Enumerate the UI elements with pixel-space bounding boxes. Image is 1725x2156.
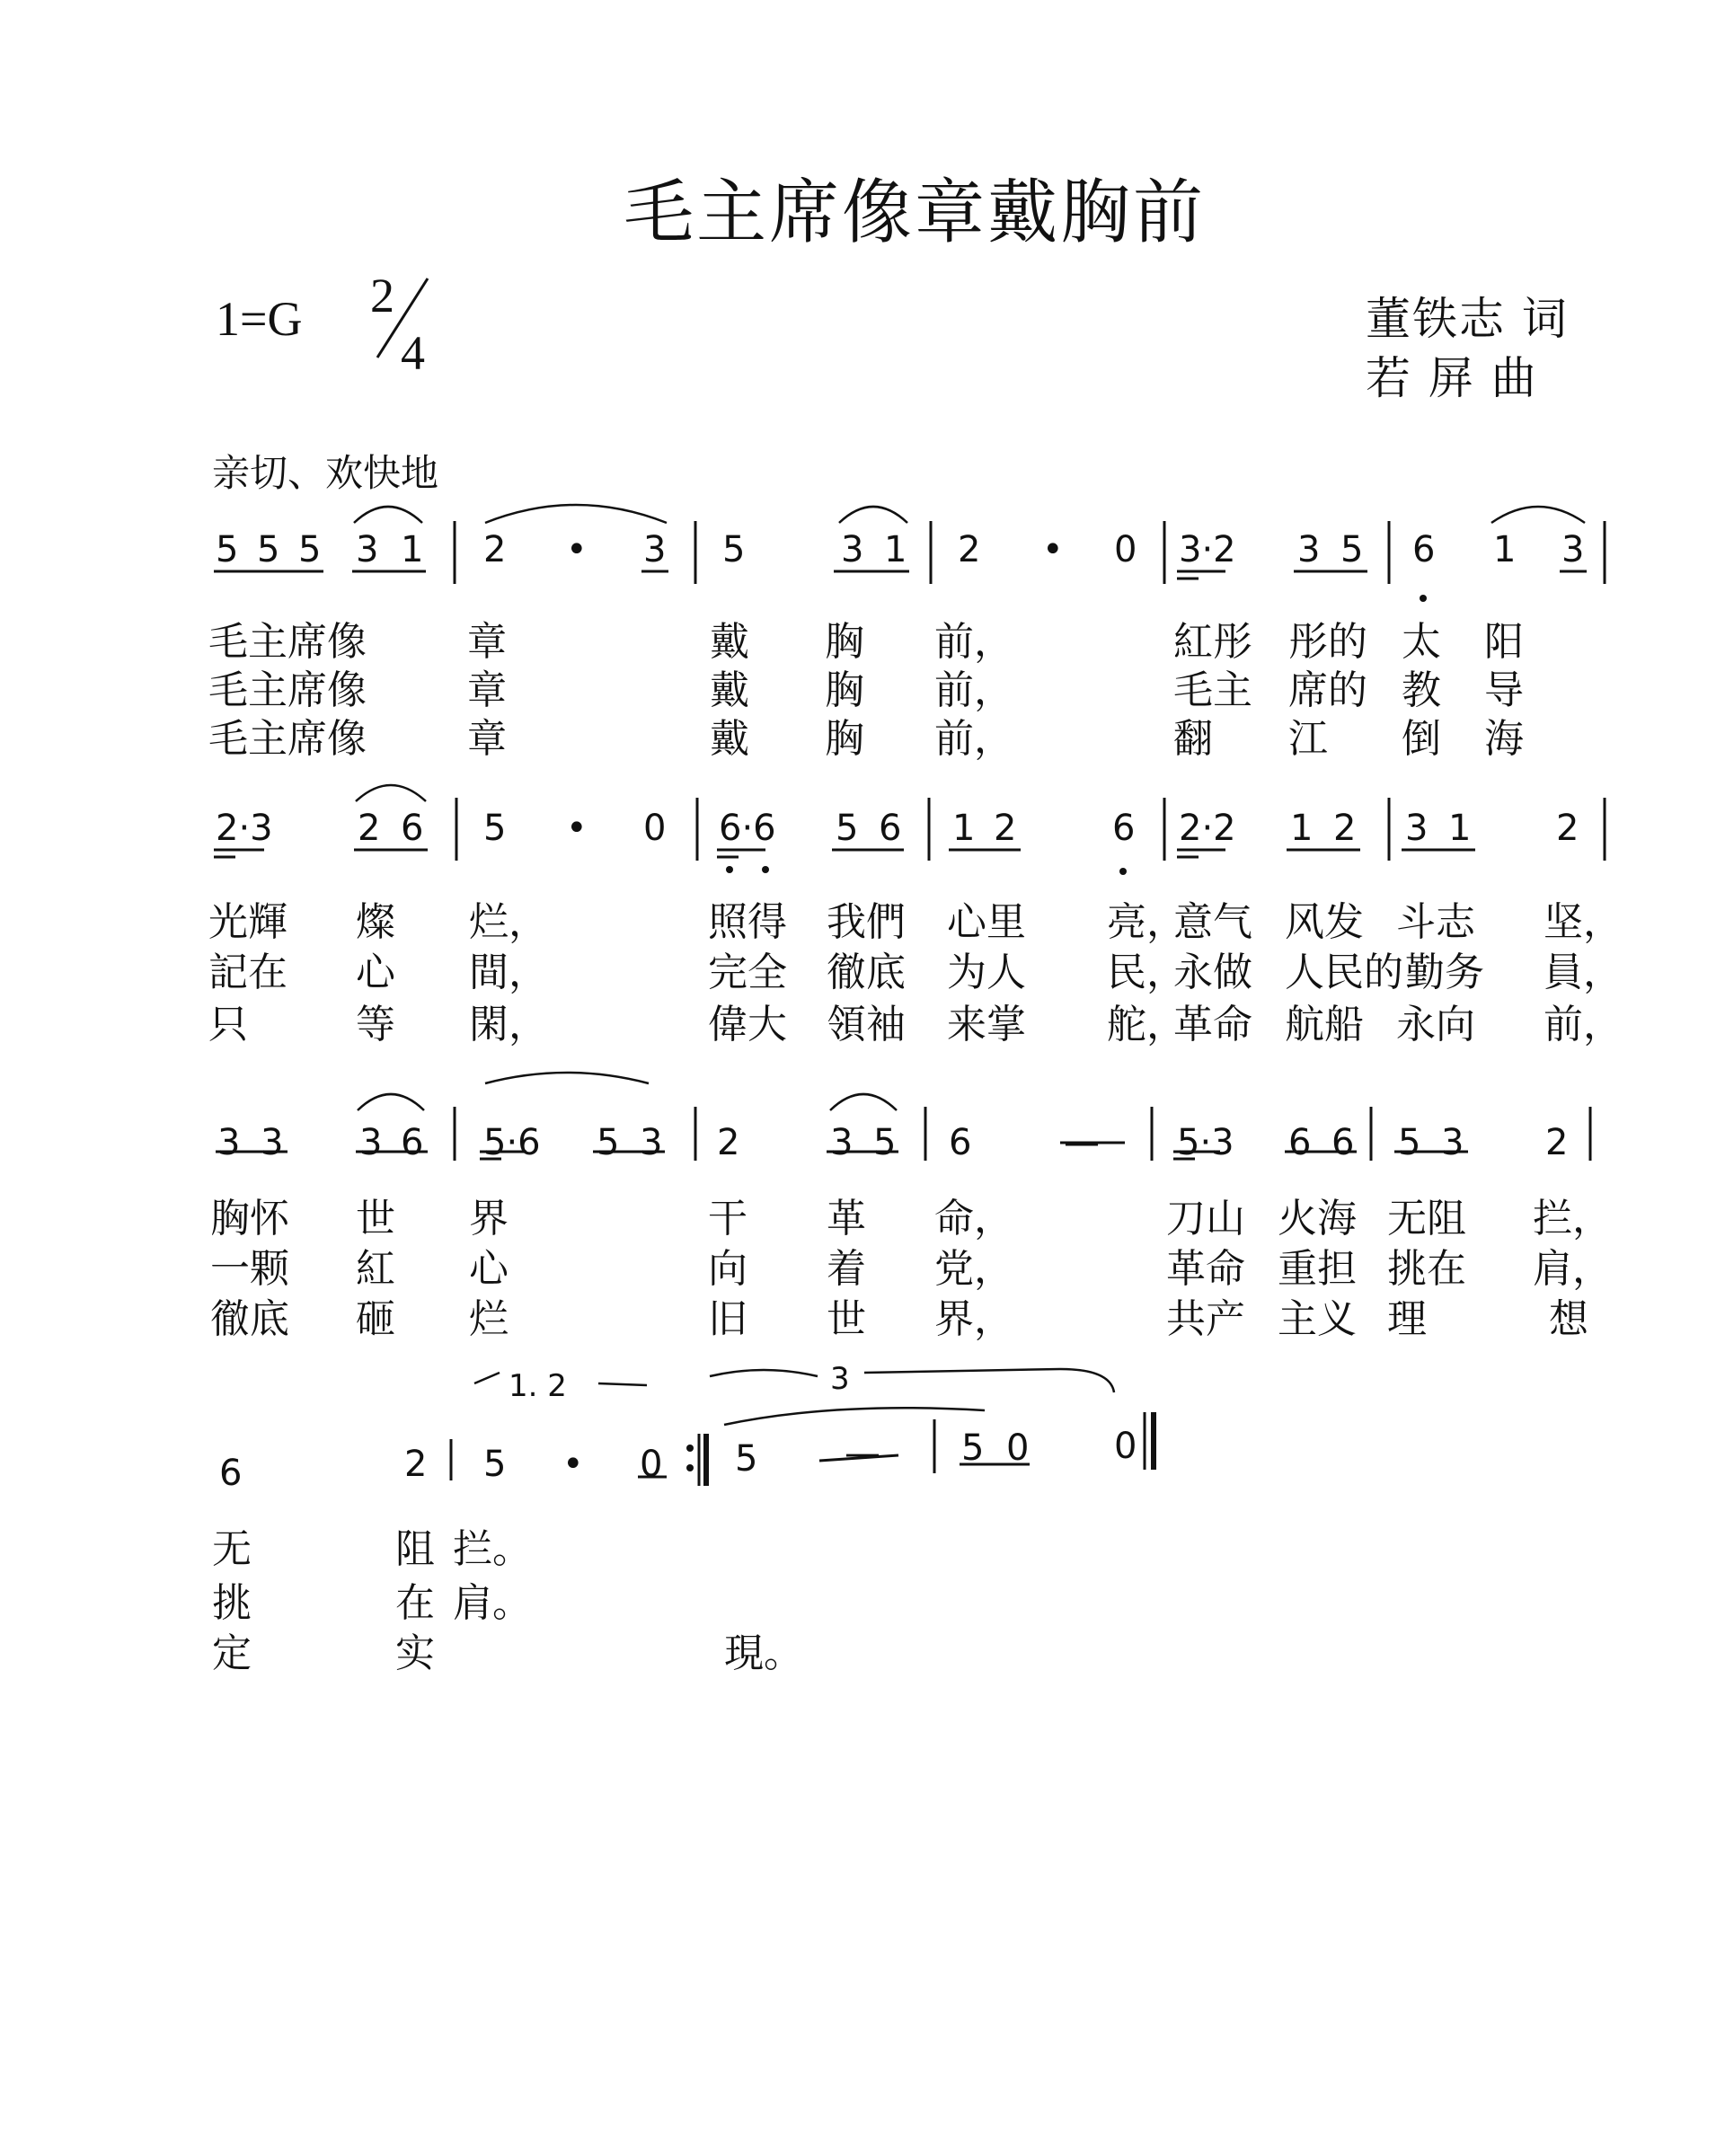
lyric: 干: [708, 1196, 748, 1241]
lyric: 共产: [1166, 1296, 1245, 1342]
note: 3: [356, 529, 379, 570]
lyric: 挑在: [1387, 1246, 1466, 1292]
note: 6: [219, 1453, 243, 1494]
note: •: [1042, 529, 1064, 570]
lyric: 章: [467, 619, 507, 665]
lyric: 前，: [1544, 1002, 1623, 1047]
time-signature-denominator: 4: [401, 326, 425, 380]
lyric: 章: [467, 667, 507, 713]
note: 3: [640, 1122, 663, 1163]
lyric: 定: [212, 1630, 252, 1676]
lyric: 挑: [212, 1580, 252, 1626]
lyric: 照得: [708, 899, 787, 945]
lyric: 戴: [710, 619, 749, 665]
lyric: 只: [208, 1002, 248, 1047]
lyric: 燦: [356, 899, 395, 945]
lyric: 胸: [825, 716, 864, 762]
lyric: 重担: [1278, 1246, 1357, 1292]
note: 6: [1288, 1122, 1312, 1163]
octave-dot: [1420, 595, 1427, 602]
lyric: 江: [1288, 716, 1328, 762]
note: 2: [958, 529, 981, 570]
lyric: 閑，: [469, 1002, 548, 1047]
slur: [839, 507, 907, 523]
lyric: 界: [469, 1196, 509, 1241]
lyric: 世: [356, 1196, 395, 1241]
system-3-verse-2: [0, 1236, 1725, 1292]
lyric: 戴: [710, 716, 749, 762]
lyric: 阻: [395, 1526, 435, 1572]
lyric: 間，: [469, 950, 548, 995]
note: 0: [1006, 1427, 1030, 1469]
lyric: 教: [1402, 667, 1441, 713]
lyric: 风发: [1285, 899, 1364, 945]
lyric: 翻: [1173, 716, 1213, 762]
lyric: 坚，: [1544, 899, 1623, 945]
note: •: [566, 529, 588, 570]
lyric: 主义: [1278, 1296, 1357, 1342]
note: 6: [1331, 1122, 1355, 1163]
lyric: 毛主席像: [208, 716, 367, 762]
tempo-marking: 亲切、欢快地: [212, 451, 439, 495]
note: 6: [1412, 529, 1436, 570]
lyric: 徹底: [210, 1296, 289, 1342]
volta-3-label: 3: [830, 1361, 850, 1397]
composer-credit: 若 屏 曲: [1366, 352, 1538, 404]
volta-line: [864, 1369, 1060, 1373]
lyric: 无阻: [1387, 1196, 1466, 1241]
note: 2: [1333, 808, 1357, 849]
lyric: 肩，: [1533, 1246, 1612, 1292]
volta-1-2-label: 1. 2: [509, 1368, 567, 1404]
system-2-verse-2: [0, 940, 1725, 995]
note: 3: [1297, 529, 1321, 570]
note: 3·2: [1179, 529, 1236, 570]
note: •: [566, 808, 588, 849]
lyric: 来掌: [947, 1002, 1026, 1047]
lyric: 航船: [1285, 1002, 1364, 1047]
system-2-verse-3: [0, 992, 1725, 1047]
note: 2·3: [216, 808, 273, 849]
slur: [485, 1073, 649, 1083]
note: 3: [1561, 529, 1585, 570]
slur: [1491, 507, 1585, 523]
volta-line: [598, 1383, 647, 1385]
note: 3: [359, 1122, 383, 1163]
repeat-dot: [686, 1464, 694, 1471]
system-4-verse-1: [0, 1516, 1725, 1572]
note: 1: [884, 529, 907, 570]
note: 5: [483, 1444, 507, 1485]
system-3-verse-1: [0, 1186, 1725, 1241]
tie: [724, 1408, 985, 1425]
lyric: 完全: [708, 950, 787, 995]
note: 3: [830, 1122, 854, 1163]
lyric: 毛主席像: [208, 619, 367, 665]
note: 6: [879, 808, 902, 849]
lyric: 員，: [1544, 950, 1623, 995]
note: 5: [735, 1438, 758, 1480]
lyric: 永做: [1173, 950, 1252, 995]
lyric: 胸: [825, 619, 864, 665]
lyric: 实: [395, 1630, 435, 1676]
lyric: 界，: [934, 1296, 1013, 1342]
lyric: 理: [1387, 1296, 1427, 1342]
note: 5: [873, 1122, 897, 1163]
note: 5: [257, 529, 280, 570]
note: 1: [1290, 808, 1314, 849]
note: 3: [261, 1122, 284, 1163]
lyric: 意气: [1173, 899, 1252, 945]
lyric: 阳: [1484, 619, 1524, 665]
lyric: 戴: [710, 667, 749, 713]
note: 2·2: [1179, 808, 1236, 849]
lyric: 革命: [1173, 1002, 1252, 1047]
lyric: 向: [708, 1246, 748, 1292]
note: 2: [358, 808, 381, 849]
octave-dot: [762, 866, 769, 873]
lyric: 着: [827, 1246, 866, 1292]
system-1-verse-2: [0, 658, 1725, 713]
note: 2: [994, 808, 1017, 849]
note: 0: [1114, 529, 1137, 570]
note: 5·6: [483, 1122, 541, 1163]
lyric: 永向: [1396, 1002, 1475, 1047]
system-4-verse-3: [0, 1621, 1725, 1676]
note: 2: [483, 529, 507, 570]
key-signature: 1=G: [216, 292, 303, 346]
note: —: [1064, 1122, 1100, 1163]
note: 5: [1398, 1122, 1421, 1163]
note: 3: [841, 529, 864, 570]
volta-line: [474, 1373, 500, 1383]
note: 0: [640, 1444, 663, 1485]
lyric: 舵，: [1107, 1002, 1186, 1047]
lyric: 一颗: [210, 1246, 289, 1292]
lyric: 毛主席像: [208, 667, 367, 713]
lyric: 前，: [934, 619, 1013, 665]
octave-dot: [1119, 868, 1127, 875]
lyric: 火海: [1278, 1196, 1357, 1241]
lyric: 肩。: [453, 1580, 532, 1626]
note: 1: [952, 808, 976, 849]
lyric: 亮，: [1107, 899, 1186, 945]
lyric: 革命: [1166, 1246, 1245, 1292]
note: 0: [643, 808, 667, 849]
lyric: 偉大: [708, 1002, 787, 1047]
lyric: 为人: [947, 950, 1026, 995]
note: —: [845, 1433, 880, 1474]
system-1-verse-1: [0, 609, 1725, 665]
note: 5: [483, 808, 507, 849]
note: •: [562, 1444, 584, 1485]
note: 3: [643, 529, 667, 570]
note: 3: [1405, 808, 1429, 849]
octave-dot: [726, 866, 733, 873]
lyric: 世: [827, 1296, 866, 1342]
lyric: 紅: [356, 1246, 395, 1292]
note: 6·6: [719, 808, 776, 849]
lyric: 倒: [1402, 716, 1441, 762]
lyric: 斗志: [1396, 899, 1475, 945]
lyric: 革: [827, 1196, 866, 1241]
note: 6: [1112, 808, 1136, 849]
lyricist-credit: 董铁志 词: [1366, 293, 1569, 345]
lyric: 砸: [356, 1296, 395, 1342]
lyric: 刀山: [1166, 1196, 1245, 1241]
lyric: 胸怀: [210, 1196, 289, 1241]
note: 3: [1441, 1122, 1464, 1163]
lyric: 拦。: [453, 1526, 532, 1572]
note: 5·3: [1177, 1122, 1234, 1163]
lyric: 席的: [1288, 667, 1367, 713]
lyric: 烂，: [469, 899, 548, 945]
note: 2: [717, 1122, 740, 1163]
slur: [358, 1094, 424, 1110]
system-2-verse-1: [0, 889, 1725, 945]
note: 3: [217, 1122, 241, 1163]
lyric: 海: [1484, 716, 1524, 762]
song-title: 毛主席像章戴胸前: [624, 172, 1207, 253]
lyric: 在: [395, 1580, 435, 1626]
note: 1: [1493, 529, 1517, 570]
lyric: 我們: [827, 899, 906, 945]
system-1-verse-3: [0, 706, 1725, 762]
slur: [830, 1094, 897, 1110]
lyric: 彤的: [1288, 619, 1367, 665]
lyric: 前，: [934, 667, 1013, 713]
lyric: 毛主: [1173, 667, 1252, 713]
note: 1: [1448, 808, 1472, 849]
lyric: 胸: [825, 667, 864, 713]
slur: [354, 507, 422, 523]
lyric: 記在: [208, 950, 288, 995]
note: 6: [949, 1122, 972, 1163]
note: 5: [597, 1122, 620, 1163]
lyric: 太: [1402, 619, 1441, 665]
lyric: 徹底: [827, 950, 906, 995]
lyric: 心: [356, 950, 395, 995]
note: 5: [216, 529, 239, 570]
lyric: 民，: [1107, 950, 1186, 995]
slur: [485, 505, 667, 523]
note: 6: [401, 808, 424, 849]
lyric: 等: [356, 1002, 395, 1047]
note: 5: [722, 529, 746, 570]
lyric: 人民的: [1285, 950, 1403, 995]
note: 2: [1545, 1122, 1569, 1163]
note: 5: [298, 529, 322, 570]
note: 2: [404, 1444, 428, 1485]
note: 6: [401, 1122, 424, 1163]
note: 5: [1340, 529, 1364, 570]
lyric: 心: [469, 1246, 509, 1292]
volta-bracket: [1060, 1369, 1114, 1392]
lyric: 勤务: [1405, 950, 1484, 995]
note: 5: [961, 1427, 985, 1469]
time-signature-numerator: 2: [370, 269, 394, 323]
lyric: 命，: [934, 1196, 1013, 1241]
lyric: 光輝: [208, 899, 288, 945]
lyric: 現。: [724, 1630, 803, 1676]
time-signature-slash: [377, 278, 428, 358]
lyric: 心里: [947, 899, 1026, 945]
lyric: 导: [1484, 667, 1524, 713]
lyric: 无: [212, 1526, 252, 1572]
system-4-verse-2: [0, 1570, 1725, 1626]
lyric: 党，: [934, 1246, 1013, 1292]
repeat-dot: [686, 1445, 694, 1452]
note: 5: [836, 808, 859, 849]
note: 0: [1114, 1426, 1137, 1467]
lyric: 前，: [934, 716, 1013, 762]
note: 1: [401, 529, 424, 570]
lyric: 想: [1549, 1296, 1588, 1342]
volta-bracket: [710, 1370, 818, 1376]
lyric: 烂: [469, 1296, 509, 1342]
system-3-verse-3: [0, 1286, 1725, 1342]
lyric: 紅彤: [1173, 619, 1252, 665]
slur: [356, 785, 426, 801]
lyric: 拦，: [1533, 1196, 1612, 1241]
lyric: 旧: [708, 1296, 748, 1342]
lyric: 領袖: [827, 1002, 906, 1047]
note: 2: [1556, 808, 1579, 849]
lyric: 章: [467, 716, 507, 762]
